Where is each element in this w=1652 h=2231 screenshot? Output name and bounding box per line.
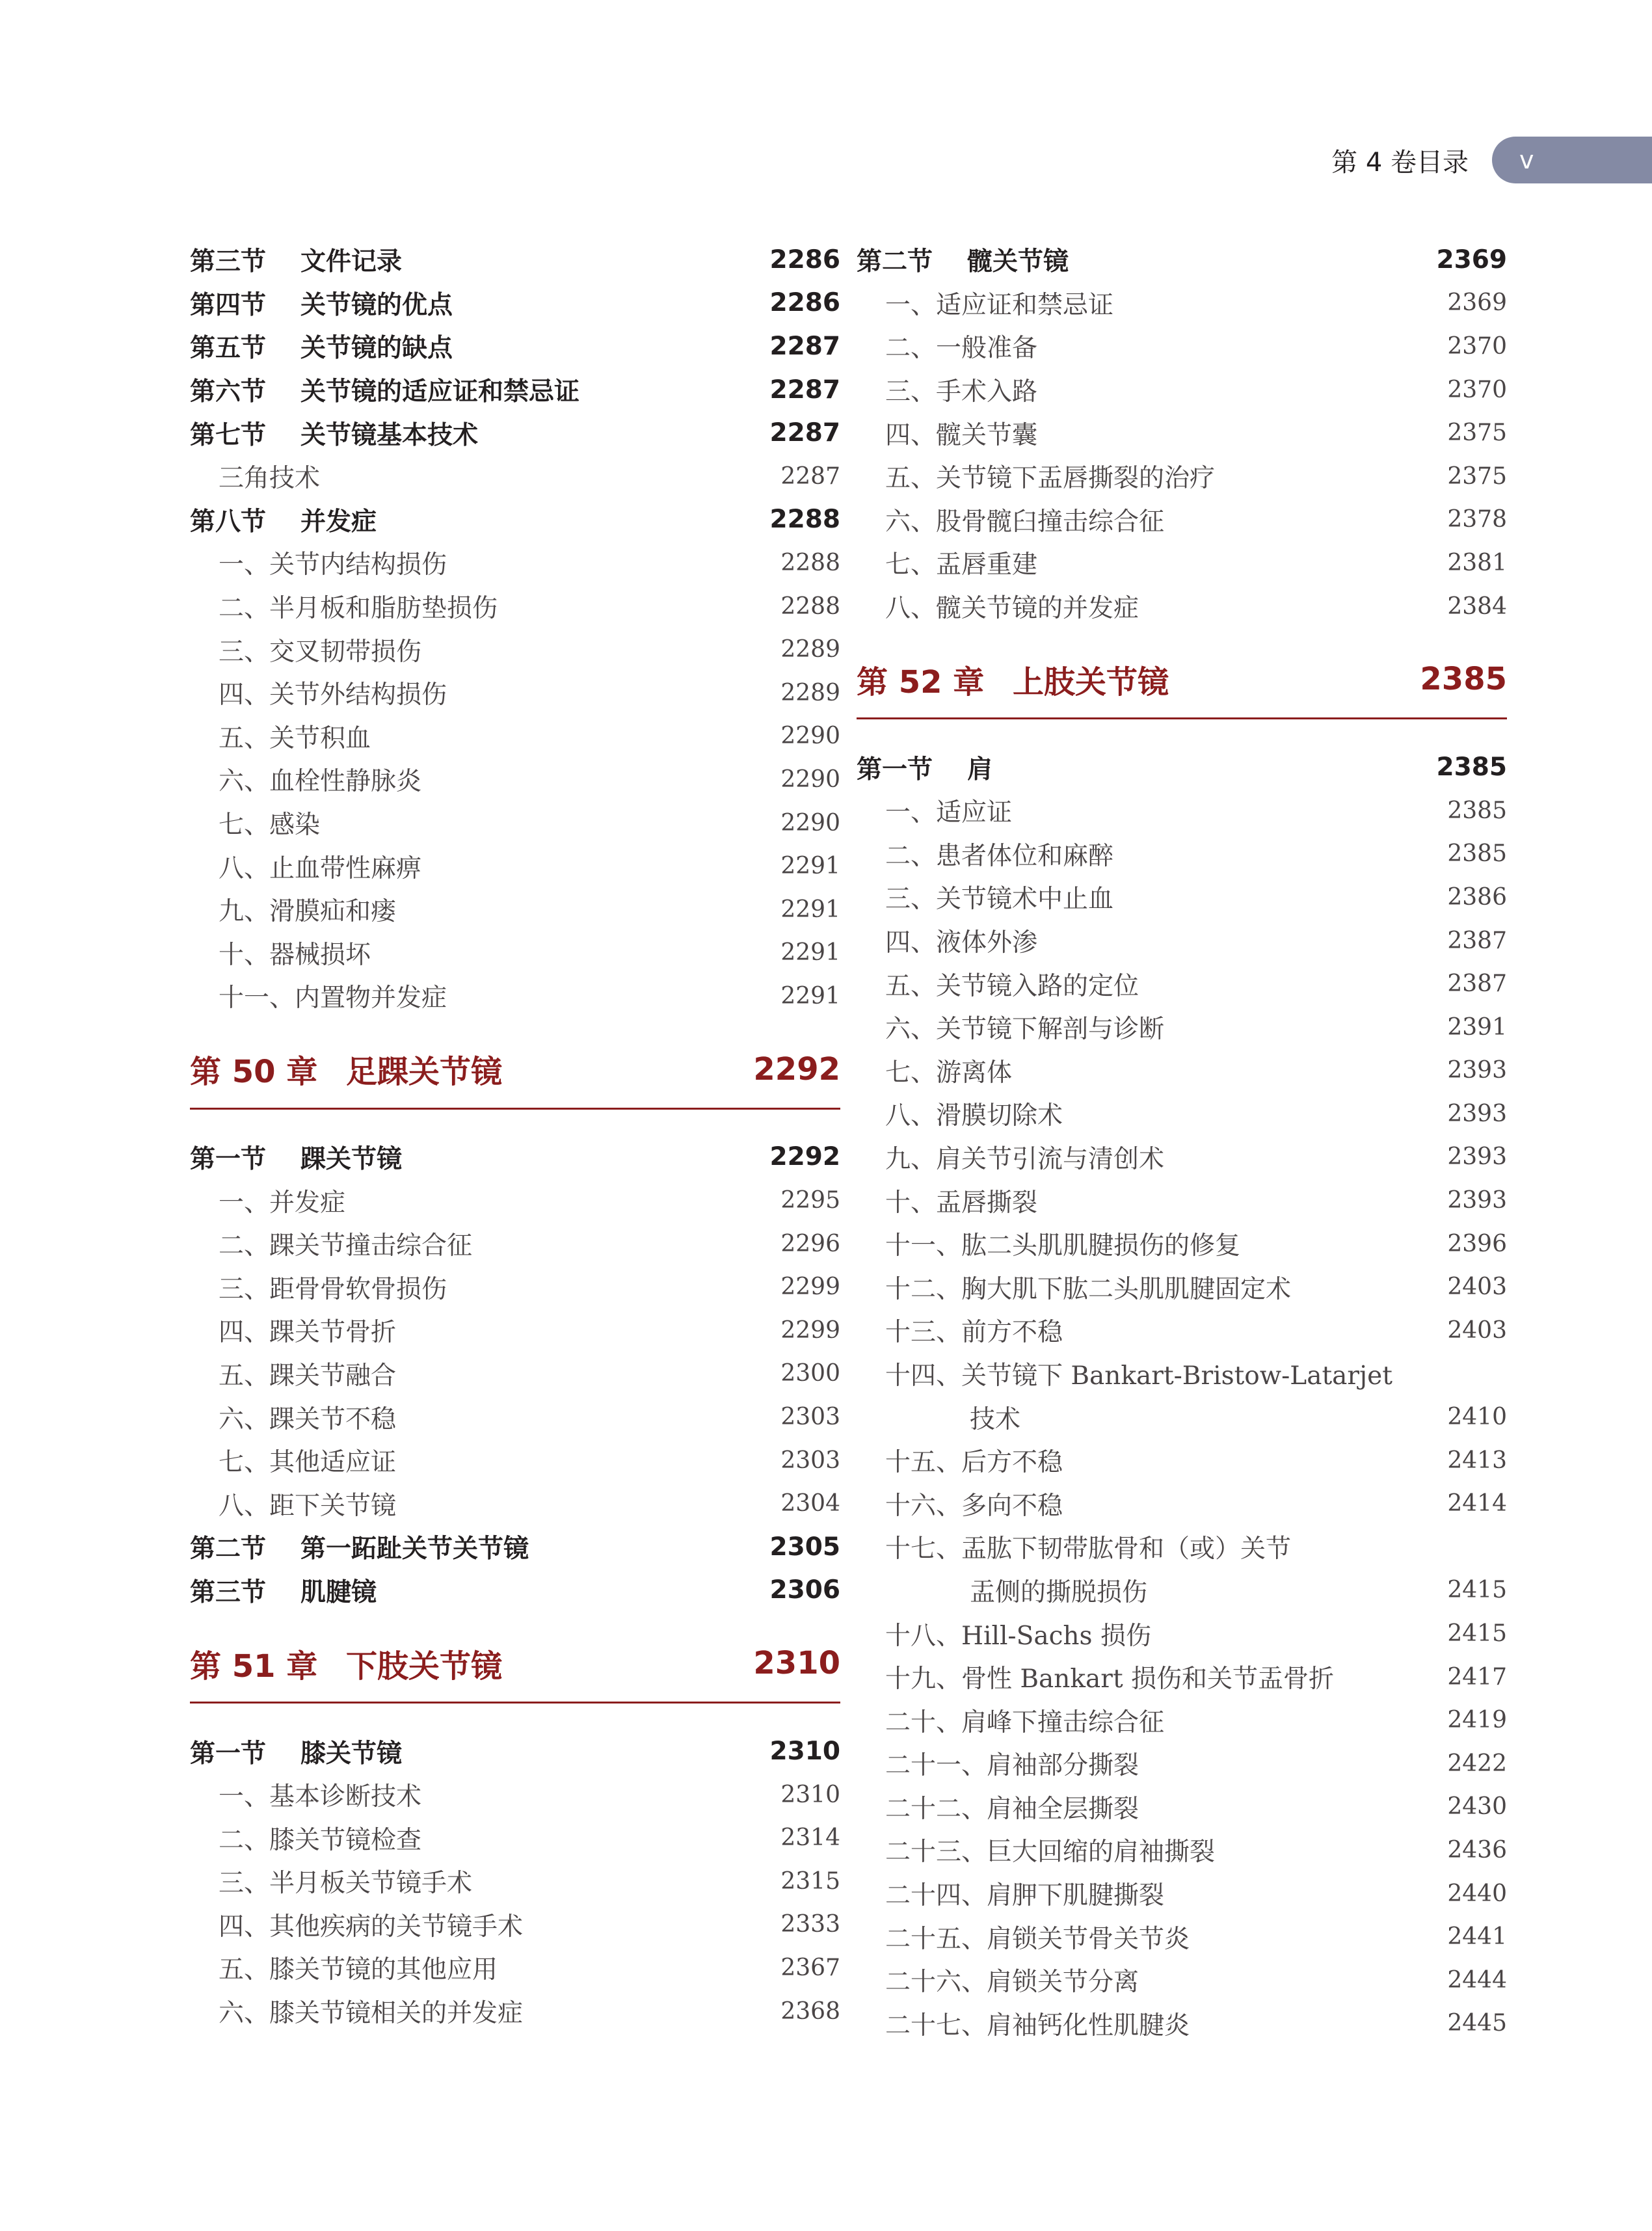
chapter-title: 下肢关节镜 [346, 1648, 503, 1685]
subitem-title: 六、关节镜下解剖与诊断 [885, 1015, 1165, 1045]
subitem-title: 一、关节内结构损伤 [219, 550, 447, 580]
chapter-page-number: 2385 [1420, 661, 1507, 698]
section-page-number: 2305 [769, 1532, 840, 1562]
subitem-page-number: 2299 [780, 1316, 840, 1344]
toc-subitem-entry[interactable] [857, 1049, 1507, 1093]
subitem-title: 二十三、巨大回缩的肩袖撕裂 [885, 1837, 1216, 1867]
subitem-title: 八、距下关节镜 [219, 1491, 397, 1521]
subitem-page-number: 2368 [780, 1997, 840, 2025]
toc-subitem-entry[interactable] [190, 1265, 840, 1309]
section-label [190, 1733, 769, 1770]
section-page-number: 2286 [769, 288, 840, 318]
subitem-title: 六、踝关节不稳 [219, 1404, 397, 1434]
subitem-title: 五、关节镜下盂唇撕裂的治疗 [885, 464, 1216, 494]
section-title: 肩 [967, 755, 993, 784]
subitem-title-line2: 盂侧的撕脱损伤 [970, 1577, 1148, 1607]
subitem-page-number: 2403 [1447, 1316, 1507, 1344]
toc-subitem-entry[interactable] [190, 1946, 840, 1990]
section-title: 第一跖趾关节关节镜 [300, 1534, 529, 1564]
toc-section-entry[interactable] [190, 498, 840, 542]
toc-subitem-entry[interactable] [857, 1092, 1507, 1136]
subitem-page-number: 2375 [1447, 420, 1507, 447]
toc-subitem-entry[interactable] [857, 1136, 1507, 1179]
section-page-number: 2306 [769, 1575, 840, 1605]
subitem-title: 十二、胸大肌下肱二头肌肌腱固定术 [885, 1274, 1292, 1304]
section-number: 第三节 [190, 247, 267, 277]
subitem-page-number: 2393 [1447, 1143, 1507, 1171]
left-column [190, 238, 840, 2033]
section-label [190, 1572, 769, 1609]
toc-subitem-entry[interactable] [857, 1958, 1507, 2002]
toc-subitem-entry[interactable] [857, 1482, 1507, 1525]
subitem-title: 五、关节镜入路的定位 [885, 971, 1139, 1001]
subitem-title: 四、踝关节骨折 [219, 1318, 397, 1348]
toc-section-entry[interactable] [190, 411, 840, 455]
toc-subitem-entry[interactable] [857, 1872, 1507, 1916]
subitem-title: 四、其他疾病的关节镜手术 [219, 1912, 524, 1942]
toc-subitem-entry[interactable] [190, 844, 840, 888]
toc-subitem-entry[interactable] [857, 1006, 1507, 1049]
section-title: 髋关节镜 [967, 247, 1069, 277]
subitem-page-number: 2419 [1447, 1707, 1507, 1734]
toc-subitem-entry[interactable] [190, 1482, 840, 1525]
chapter-number: 第 51 章 [190, 1648, 318, 1685]
chapter-number: 第 50 章 [190, 1054, 318, 1091]
toc-subitem-entry[interactable] [857, 962, 1507, 1006]
chapter-label [190, 1641, 753, 1686]
section-number: 第三节 [190, 1577, 267, 1607]
subitem-page-number: 2370 [1447, 332, 1507, 360]
section-page-number: 2287 [769, 375, 840, 405]
chapter-divider [190, 1108, 840, 1110]
toc-subitem-entry[interactable] [857, 1915, 1507, 1958]
toc-subitem-entry[interactable] [190, 1222, 840, 1266]
subitem-title: 二、半月板和脂肪垫损伤 [219, 594, 498, 624]
subitem-title: 十一、肱二头肌肌腱损伤的修复 [885, 1231, 1241, 1261]
section-number: 第一节 [190, 1739, 267, 1769]
subitem-title-line2: 技术 [970, 1404, 1021, 1434]
subitem-title: 九、肩关节引流与清创术 [885, 1144, 1165, 1174]
subitem-page-number: 2289 [780, 679, 840, 706]
subitem-title: 二、膝关节镜检查 [219, 1825, 422, 1855]
subitem-page-number: 2304 [780, 1490, 840, 1517]
section-title: 踝关节镜 [300, 1144, 403, 1174]
toc-subitem-entry[interactable] [857, 1828, 1507, 1872]
subitem-title: 三、交叉韧带损伤 [219, 637, 422, 667]
section-label [190, 328, 769, 364]
subitem-page-number: 2391 [1447, 1013, 1507, 1041]
toc-subitem-entry[interactable] [190, 628, 840, 671]
subitem-title: 八、止血带性麻痹 [219, 853, 422, 883]
subitem-title: 十、器械损坏 [219, 940, 371, 970]
subitem-page-number: 2393 [1447, 1100, 1507, 1127]
section-page-number: 2385 [1436, 753, 1507, 782]
chapter-label [857, 657, 1420, 702]
toc-subitem-entry[interactable] [190, 931, 840, 975]
subitem-title: 二、患者体位和麻醉 [885, 841, 1114, 871]
subitem-page-number: 2291 [780, 853, 840, 880]
subitem-page-number: 2414 [1447, 1490, 1507, 1517]
section-title: 关节镜基本技术 [300, 420, 479, 450]
toc-subitem-entry[interactable] [857, 1655, 1507, 1699]
subitem-title: 三、半月板关节镜手术 [219, 1869, 473, 1899]
chapter-heading[interactable] [190, 1031, 840, 1108]
section-number: 第一节 [857, 755, 933, 784]
subitem-page-number: 2415 [1447, 1577, 1507, 1604]
subitem-title: 五、膝关节镜的其他应用 [219, 1955, 498, 1985]
toc-subitem-entry[interactable] [857, 1612, 1507, 1655]
subitem-page-number: 2444 [1447, 1966, 1507, 1994]
section-label [190, 241, 769, 278]
subitem-page-number: 2369 [1447, 289, 1507, 317]
toc-subitem-entry[interactable] [857, 455, 1507, 498]
subitem-title: 六、股骨髋臼撞击综合征 [885, 507, 1165, 537]
subitem-title: 三、手术入路 [885, 377, 1038, 407]
subitem-title: 二十一、肩袖部分撕裂 [885, 1751, 1139, 1781]
toc-subitem-entry[interactable] [857, 2002, 1507, 2046]
section-page-number: 2287 [769, 331, 840, 361]
subitem-page-number: 2303 [780, 1404, 840, 1431]
toc-subitem-entry[interactable] [857, 1265, 1507, 1309]
toc-subitem-entry[interactable] [190, 541, 840, 585]
toc-subitem-entry[interactable] [190, 1816, 840, 1860]
subitem-page-number: 2291 [780, 982, 840, 1009]
toc-section-entry[interactable] [190, 238, 840, 282]
subitem-page-number: 2384 [1447, 593, 1507, 620]
subitem-title: 七、其他适应证 [219, 1448, 397, 1478]
section-label [190, 1529, 769, 1565]
toc-subitem-entry[interactable] [190, 455, 840, 498]
toc-subitem-entry[interactable] [190, 1395, 840, 1439]
subitem-title: 二、踝关节撞击综合征 [219, 1231, 473, 1261]
section-page-number: 2310 [769, 1737, 840, 1767]
chapter-page-number: 2292 [753, 1050, 840, 1088]
toc-subitem-entry[interactable] [857, 368, 1507, 412]
subitem-title: 一、并发症 [219, 1188, 346, 1218]
subitem-page-number: 2440 [1447, 1880, 1507, 1907]
toc-section-entry[interactable] [190, 1136, 840, 1179]
toc-subitem-entry[interactable] [857, 585, 1507, 628]
subitem-title: 五、关节积血 [219, 723, 371, 753]
subitem-title: 六、血栓性静脉炎 [219, 767, 422, 797]
subitem-page-number: 2290 [780, 809, 840, 836]
subitem-title: 十一、内置物并发症 [219, 983, 447, 1013]
subitem-page-number: 2385 [1447, 840, 1507, 868]
subitem-page-number: 2300 [780, 1360, 840, 1387]
subitem-page-number: 2378 [1447, 506, 1507, 533]
section-number: 第六节 [190, 377, 267, 407]
subitem-page-number: 2375 [1447, 462, 1507, 490]
toc-subitem-entry[interactable] [857, 1179, 1507, 1222]
subitem-title: 一、适应证 [885, 798, 1013, 828]
section-page-number: 2287 [769, 418, 840, 448]
toc-subitem-entry[interactable] [857, 325, 1507, 368]
toc-section-entry[interactable] [190, 1569, 840, 1612]
toc-subitem-entry[interactable] [857, 1525, 1507, 1569]
subitem-title: 二、一般准备 [885, 334, 1038, 364]
section-number: 第二节 [190, 1534, 267, 1564]
subitem-page-number: 2288 [780, 549, 840, 576]
subitem-title: 三、关节镜术中止血 [885, 885, 1114, 915]
page-number-tab [1492, 137, 1652, 183]
subitem-page-number: 2436 [1447, 1836, 1507, 1864]
subitem-page-number: 2415 [1447, 1620, 1507, 1648]
section-label [190, 501, 769, 538]
subitem-title: 二十五、肩锁关节骨关节炎 [885, 1924, 1190, 1954]
subitem-page-number: 2387 [1447, 970, 1507, 998]
subitem-title: 十八、Hill-Sachs 损伤 [885, 1621, 1151, 1651]
toc-section-entry[interactable] [190, 282, 840, 325]
toc-subitem-entry[interactable] [857, 1222, 1507, 1266]
toc-section-entry[interactable] [190, 1730, 840, 1773]
toc-subitem-entry[interactable] [190, 801, 840, 845]
subitem-title: 二十二、肩袖全层撕裂 [885, 1794, 1139, 1824]
subitem-title: 十六、多向不稳 [885, 1491, 1063, 1521]
subitem-page-number: 2403 [1447, 1274, 1507, 1301]
section-label [190, 1139, 769, 1175]
section-label [190, 371, 769, 408]
toc-subitem-entry[interactable] [857, 1742, 1507, 1785]
subitem-page-number: 2387 [1447, 927, 1507, 954]
subitem-title-line1: 十七、盂肱下韧带肱骨和（或）关节 [885, 1534, 1292, 1564]
subitem-page-number: 2430 [1447, 1793, 1507, 1821]
toc-subitem-entry[interactable] [190, 888, 840, 931]
subitem-page-number: 2445 [1447, 2010, 1507, 2037]
subitem-title: 十、盂唇撕裂 [885, 1188, 1038, 1218]
chapter-heading[interactable] [190, 1625, 840, 1702]
subitem-title: 八、髋关节镜的并发症 [885, 594, 1139, 624]
section-title: 文件记录 [300, 247, 403, 277]
subitem-page-number: 2303 [780, 1447, 840, 1474]
toc-subitem-entry[interactable] [190, 1179, 840, 1222]
subitem-page-number: 2310 [780, 1781, 840, 1808]
subitem-title-line1: 十四、关节镜下 Bankart-Bristow-Latarjet [885, 1361, 1392, 1391]
subitem-page-number: 2291 [780, 939, 840, 967]
subitem-page-number: 2290 [780, 723, 840, 750]
page-number-roman: v [1519, 146, 1534, 174]
subitem-title: 三、距骨骨软骨损伤 [219, 1274, 447, 1304]
subitem-title: 三角技术 [219, 464, 321, 494]
subitem-page-number: 2333 [780, 1911, 840, 1938]
toc-subitem-entry[interactable] [857, 1698, 1507, 1742]
subitem-title: 九、滑膜疝和瘘 [219, 897, 397, 927]
subitem-title: 七、盂唇重建 [885, 550, 1038, 580]
subitem-page-number: 2288 [780, 593, 840, 620]
section-page-number: 2369 [1436, 245, 1507, 274]
subitem-title: 二十、肩峰下撞击综合征 [885, 1707, 1165, 1737]
subitem-page-number: 2296 [780, 1230, 840, 1257]
toc-subitem-entry[interactable] [190, 1990, 840, 2033]
chapter-title: 足踝关节镜 [346, 1054, 503, 1091]
subitem-page-number: 2393 [1447, 1187, 1507, 1214]
subitem-page-number: 2422 [1447, 1750, 1507, 1777]
toc-subitem-entry[interactable] [857, 789, 1507, 833]
subitem-page-number: 2314 [780, 1824, 840, 1852]
toc-subitem-entry[interactable] [857, 1352, 1507, 1396]
toc-subitem-entry[interactable] [190, 715, 840, 758]
toc-subitem-entry[interactable] [190, 1352, 840, 1396]
subitem-page-number: 2287 [780, 462, 840, 490]
section-page-number: 2288 [769, 505, 840, 535]
chapter-divider [857, 717, 1507, 719]
chapter-title: 上肢关节镜 [1013, 663, 1169, 701]
toc-section-entry[interactable] [857, 745, 1507, 789]
toc-subitem-entry[interactable] [857, 875, 1507, 919]
toc-subitem-entry[interactable] [857, 1309, 1507, 1352]
subitem-page-number: 2393 [1447, 1057, 1507, 1084]
subitem-page-number: 2413 [1447, 1447, 1507, 1474]
chapter-heading[interactable] [857, 641, 1507, 717]
subitem-title: 二十六、肩锁关节分离 [885, 1968, 1139, 1997]
section-page-number: 2286 [769, 245, 840, 274]
section-number: 第一节 [190, 1144, 267, 1174]
subitem-title: 八、滑膜切除术 [885, 1101, 1063, 1131]
right-column [857, 238, 1507, 2045]
subitem-page-number: 2381 [1447, 549, 1507, 576]
subitem-title: 二十七、肩袖钙化性肌腱炎 [885, 2011, 1190, 2040]
subitem-page-number: 2396 [1447, 1230, 1507, 1257]
section-number: 第五节 [190, 334, 267, 364]
subitem-title: 六、膝关节镜相关的并发症 [219, 1999, 524, 2029]
toc-subitem-entry[interactable] [190, 1773, 840, 1817]
subitem-page-number: 2315 [780, 1867, 840, 1895]
subitem-title: 四、髋关节囊 [885, 420, 1038, 450]
toc-subitem-entry[interactable] [857, 282, 1507, 325]
section-title: 膝关节镜 [300, 1739, 403, 1769]
subitem-page-number: 2299 [780, 1274, 840, 1301]
toc-section-entry[interactable] [190, 1525, 840, 1569]
subitem-title: 七、感染 [219, 810, 321, 840]
toc-subitem-entry-cont[interactable] [857, 1395, 1507, 1439]
subitem-title: 七、游离体 [885, 1058, 1013, 1088]
toc-subitem-entry[interactable] [857, 833, 1507, 876]
subitem-page-number: 2289 [780, 636, 840, 663]
section-label [190, 285, 769, 321]
toc-subitem-entry[interactable] [857, 1439, 1507, 1482]
section-title: 关节镜的优点 [300, 290, 453, 320]
subitem-page-number: 2385 [1447, 797, 1507, 824]
toc-subitem-entry[interactable] [857, 411, 1507, 455]
section-label [190, 415, 769, 451]
section-title: 并发症 [300, 507, 377, 537]
subitem-page-number: 2295 [780, 1187, 840, 1214]
section-number: 第七节 [190, 420, 267, 450]
section-title: 关节镜的适应证和禁忌证 [300, 377, 580, 407]
section-page-number: 2292 [769, 1142, 840, 1172]
subitem-page-number: 2290 [780, 766, 840, 793]
chapter-number: 第 52 章 [857, 663, 985, 701]
section-label [857, 749, 1436, 786]
subitem-page-number: 2441 [1447, 1923, 1507, 1951]
subitem-page-number: 2291 [780, 896, 840, 923]
chapter-page-number: 2310 [753, 1645, 840, 1682]
toc-subitem-entry[interactable] [857, 498, 1507, 542]
toc-subitem-entry[interactable] [190, 1903, 840, 1947]
section-number: 第二节 [857, 247, 933, 277]
volume-contents-title: 第 4 卷目录 [1331, 147, 1469, 178]
subitem-title: 四、关节外结构损伤 [219, 680, 447, 710]
toc-subitem-entry[interactable] [190, 758, 840, 801]
subitem-page-number: 2410 [1447, 1404, 1507, 1431]
toc-subitem-entry[interactable] [190, 671, 840, 715]
section-label [857, 241, 1436, 278]
toc-subitem-entry[interactable] [190, 974, 840, 1018]
section-number: 第八节 [190, 507, 267, 537]
subitem-title: 一、适应证和禁忌证 [885, 290, 1114, 320]
chapter-label [190, 1047, 753, 1091]
subitem-title: 一、基本诊断技术 [219, 1782, 422, 1812]
toc-subitem-entry-cont[interactable] [857, 1569, 1507, 1612]
running-header [1331, 137, 1652, 183]
toc-subitem-entry[interactable] [857, 1785, 1507, 1829]
subitem-page-number: 2367 [780, 1954, 840, 1981]
subitem-page-number: 2417 [1447, 1663, 1507, 1690]
chapter-divider [190, 1702, 840, 1703]
subitem-title: 十九、骨性 Bankart 损伤和关节盂骨折 [885, 1664, 1335, 1694]
toc-section-entry[interactable] [190, 368, 840, 412]
toc-section-entry[interactable] [857, 238, 1507, 282]
toc-subitem-entry[interactable] [857, 541, 1507, 585]
toc-subitem-entry[interactable] [190, 1309, 840, 1352]
toc-subitem-entry[interactable] [190, 1439, 840, 1482]
subitem-title: 十五、后方不稳 [885, 1448, 1063, 1478]
toc-subitem-entry[interactable] [190, 1860, 840, 1903]
subitem-title: 四、液体外渗 [885, 928, 1038, 958]
toc-section-entry[interactable] [190, 325, 840, 368]
subitem-title: 十三、前方不稳 [885, 1318, 1063, 1348]
section-title: 肌腱镜 [300, 1577, 377, 1607]
section-title: 关节镜的缺点 [300, 334, 453, 364]
toc-subitem-entry[interactable] [857, 919, 1507, 963]
subitem-page-number: 2370 [1447, 376, 1507, 403]
toc-subitem-entry[interactable] [190, 585, 840, 628]
subitem-title: 五、踝关节融合 [219, 1361, 397, 1391]
subitem-title: 二十四、肩胛下肌腱撕裂 [885, 1881, 1165, 1911]
subitem-page-number: 2386 [1447, 883, 1507, 911]
section-number: 第四节 [190, 290, 267, 320]
